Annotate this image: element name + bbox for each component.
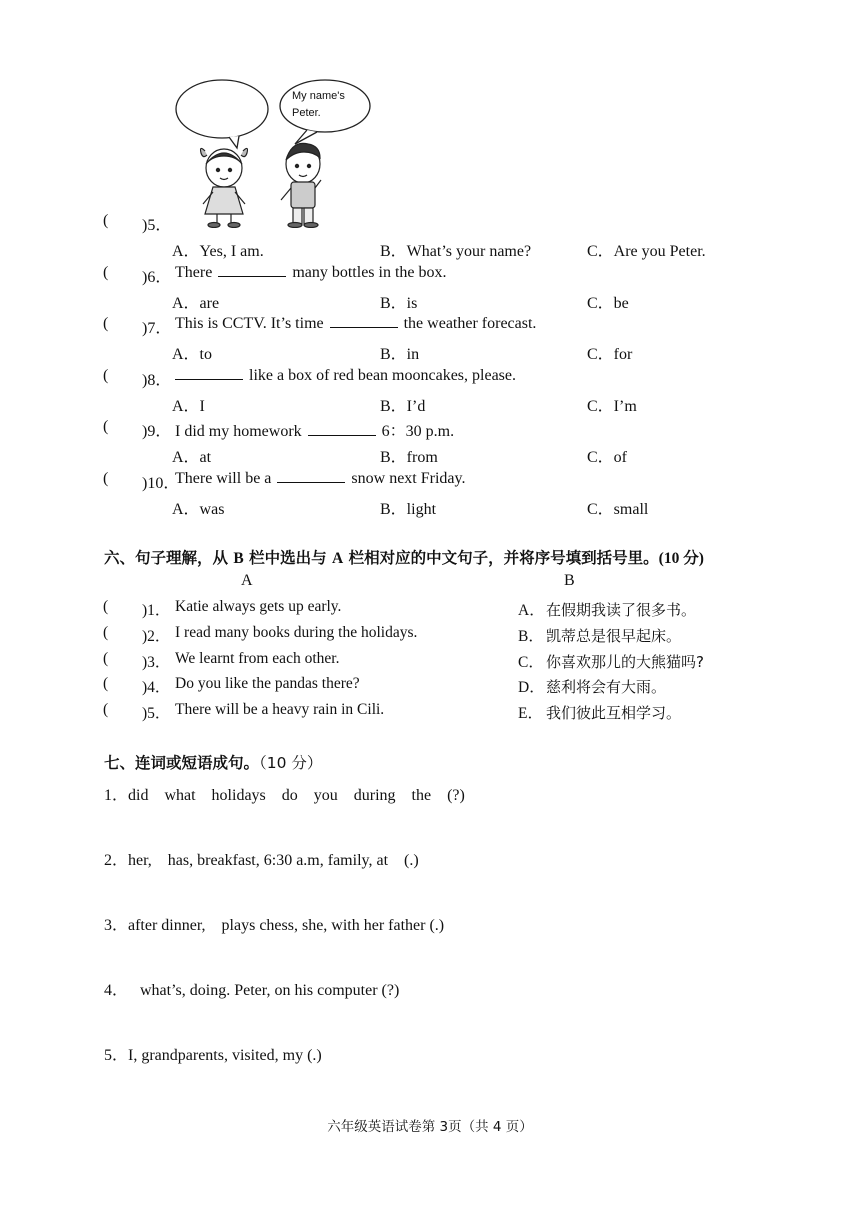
match-english-sentence: Katie always gets up early. bbox=[175, 598, 342, 615]
question-number: )6． bbox=[142, 268, 172, 286]
answer-blank bbox=[218, 275, 286, 277]
match-chinese-sentence: 我们彼此互相学习。 bbox=[546, 704, 682, 723]
answer-option: B．I’d bbox=[380, 397, 426, 415]
answer-option: C．be bbox=[587, 294, 629, 312]
question-open-paren: ( bbox=[103, 418, 109, 435]
column-a-header: A bbox=[241, 572, 253, 589]
answer-option: A．Yes, I am. bbox=[172, 243, 264, 260]
match-chinese-sentence: 在假期我读了很多书。 bbox=[546, 601, 697, 619]
question-stem-text: This is CCTV. It’s time bbox=[175, 315, 324, 332]
question-stem bbox=[175, 470, 465, 488]
match-number: )1． bbox=[142, 602, 171, 619]
question-stem bbox=[175, 264, 447, 282]
question-stem bbox=[175, 315, 536, 333]
match-letter: E． bbox=[518, 705, 543, 723]
match-open-paren: ( bbox=[103, 675, 109, 693]
page-footer: 六年级英语试卷第 3页（共 4 页） bbox=[327, 1119, 533, 1135]
match-open-paren: ( bbox=[103, 623, 109, 641]
question-stem-rest: like a box of red bean mooncakes, please. bbox=[249, 366, 517, 384]
question-number: )10． bbox=[142, 474, 180, 492]
match-number: )2． bbox=[142, 627, 171, 645]
answer-option: A．at bbox=[172, 449, 212, 466]
answer-option: C．small bbox=[587, 500, 649, 518]
match-letter: A． bbox=[518, 602, 545, 619]
question-stem-rest: snow next Friday. bbox=[351, 469, 466, 487]
section-6-title: 六、句子理解，从 B 栏中选出与 A 栏相对应的中文句子，并将序号填到括号里。(10 分) bbox=[104, 549, 704, 567]
question-open-paren: ( bbox=[103, 469, 109, 487]
match-chinese-sentence: 你喜欢那儿的大熊猫吗? bbox=[546, 652, 704, 671]
answer-option: C．Are you Peter. bbox=[587, 243, 706, 260]
match-open-paren: ( bbox=[103, 701, 109, 719]
question-number: )7． bbox=[142, 320, 172, 337]
question-number: )5． bbox=[142, 217, 172, 234]
answer-blank bbox=[330, 326, 398, 328]
sentence-building-item: 3．after dinner, plays chess, she, with her father (.) bbox=[104, 917, 445, 934]
answer-option: A．I bbox=[172, 397, 205, 415]
answer-option: C．I’m bbox=[587, 397, 637, 415]
question-open-paren: ( bbox=[103, 366, 109, 384]
section-7-title: 七、连词或短语成句。（10 分） bbox=[104, 754, 323, 772]
column-b-header: B bbox=[564, 572, 575, 589]
question-stem-rest: the weather forecast. bbox=[403, 315, 537, 332]
answer-option: B．is bbox=[380, 294, 418, 312]
question-stem-text: I did my homework bbox=[175, 423, 302, 440]
match-open-paren: ( bbox=[103, 649, 109, 667]
sentence-building-item: 2．her, has, breakfast, 6:30 a.m, family, at (.) bbox=[104, 852, 419, 869]
match-letter: C． bbox=[518, 653, 544, 671]
question-open-paren: ( bbox=[103, 263, 109, 281]
question-stem bbox=[175, 367, 516, 385]
bubble-line-2: Peter. bbox=[292, 107, 321, 119]
match-english-sentence: I read many books during the holidays. bbox=[175, 623, 418, 641]
question-open-paren: ( bbox=[103, 212, 109, 229]
answer-option: B．light bbox=[380, 500, 437, 518]
empty-speech-bubble bbox=[176, 80, 268, 148]
question-stem-rest: 6：30 p.m. bbox=[381, 423, 455, 440]
match-number: )5． bbox=[142, 705, 171, 723]
question-number: )9． bbox=[142, 423, 172, 440]
boy-figure bbox=[281, 143, 321, 227]
sentence-building-item: 1．did what holidays do you during the (?) bbox=[104, 787, 465, 804]
match-letter: B． bbox=[518, 627, 544, 645]
question-stem-rest: many bottles in the box. bbox=[292, 263, 447, 281]
answer-option: B．What’s your name? bbox=[380, 243, 532, 260]
match-chinese-sentence: 凯蒂总是很早起床。 bbox=[546, 626, 682, 645]
match-english-sentence: There will be a heavy rain in Cili. bbox=[175, 701, 385, 719]
bubble-line-1: My name's bbox=[292, 90, 345, 102]
match-number: )4． bbox=[142, 679, 171, 697]
question-stem bbox=[175, 418, 454, 441]
answer-option: C．of bbox=[587, 449, 628, 466]
answer-option: B．from bbox=[380, 449, 438, 466]
match-chinese-sentence: 慈利将会有大雨。 bbox=[546, 678, 667, 697]
answer-blank bbox=[308, 434, 376, 436]
match-number: )3． bbox=[142, 653, 171, 671]
question-open-paren: ( bbox=[103, 315, 109, 332]
sentence-building-item: 4． what’s, doing. Peter, on his computer (?) bbox=[104, 982, 400, 999]
match-open-paren: ( bbox=[103, 598, 109, 615]
girl-figure bbox=[201, 148, 248, 227]
sentence-building-item: 5．I, grandparents, visited, my (.) bbox=[104, 1047, 322, 1064]
question-stem-text: There bbox=[175, 263, 213, 281]
match-english-sentence: Do you like the pandas there? bbox=[175, 675, 360, 693]
answer-option: A．was bbox=[172, 500, 225, 518]
answer-option: A．to bbox=[172, 346, 213, 363]
answer-option: C．for bbox=[587, 346, 633, 363]
answer-option: B．in bbox=[380, 346, 420, 363]
question-stem-text: There will be a bbox=[175, 469, 272, 487]
match-english-sentence: We learnt from each other. bbox=[175, 649, 340, 667]
answer-option: A．are bbox=[172, 294, 220, 312]
answer-blank bbox=[175, 378, 243, 380]
question-number: )8． bbox=[142, 371, 172, 389]
match-letter: D． bbox=[518, 679, 545, 697]
answer-blank bbox=[277, 481, 345, 483]
